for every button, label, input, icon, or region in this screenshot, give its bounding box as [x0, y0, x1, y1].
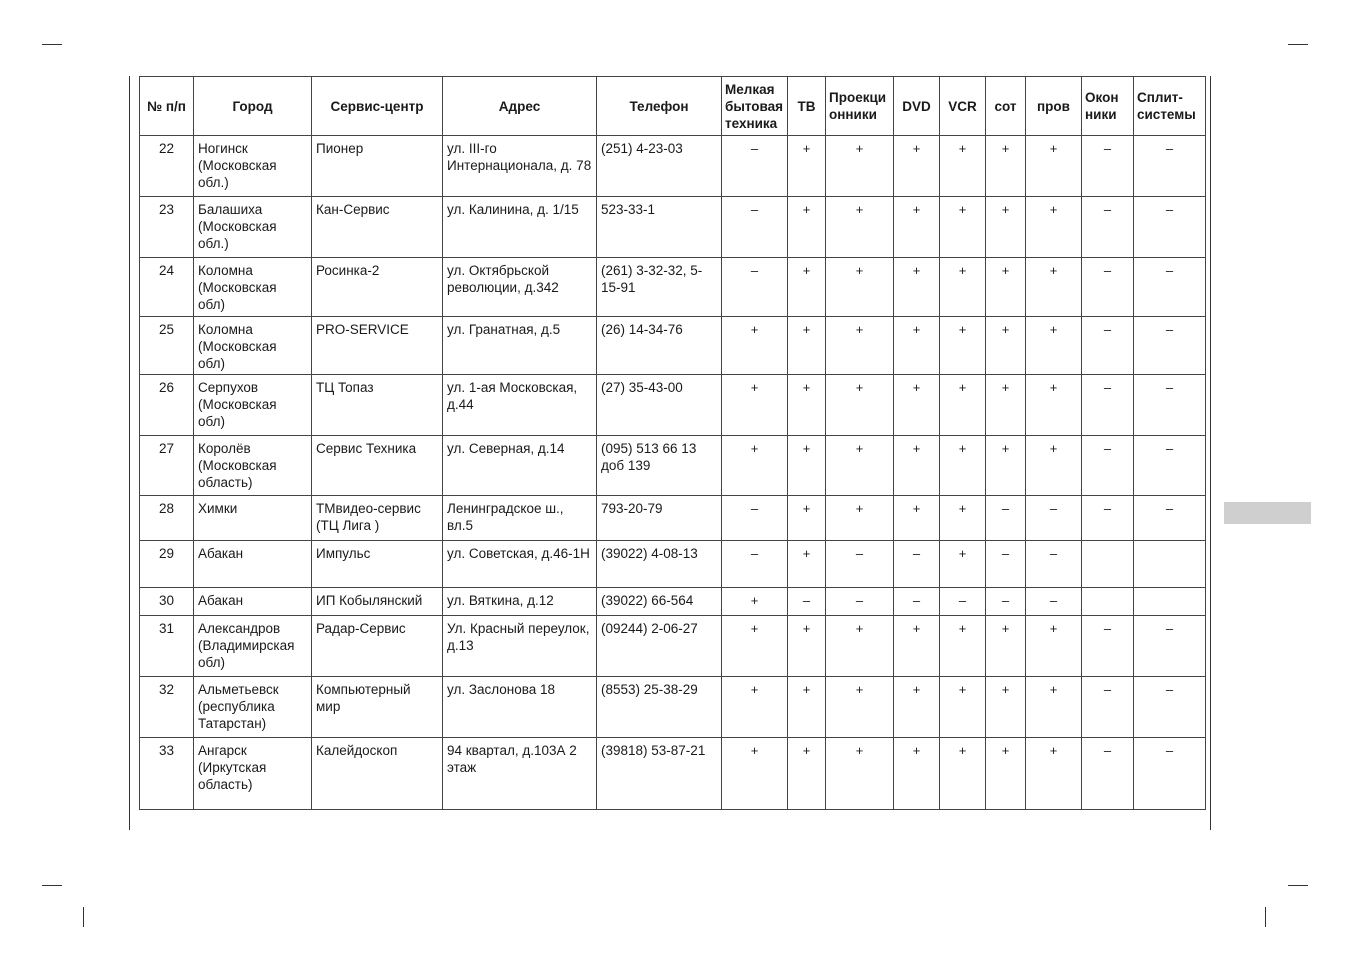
cell-mark: – [1082, 616, 1134, 677]
cell-mark: – [1134, 258, 1206, 317]
cell-address: Ул. Красный переулок, д.13 [443, 616, 597, 677]
table-row [140, 677, 1206, 738]
cell-mark: + [1026, 317, 1082, 375]
cell-mark: + [1026, 616, 1082, 677]
cell-mark: – [826, 588, 894, 616]
header-window-units: Окон ники [1082, 77, 1134, 136]
cell-num: 24 [140, 258, 194, 317]
cell-mark: – [1134, 375, 1206, 436]
cell-mark: – [1082, 136, 1134, 197]
cell-city: Химки [194, 496, 312, 541]
crop-mark [1288, 44, 1308, 45]
cell-phone: (261) 3-32-32, 5-15-91 [597, 258, 722, 317]
cell-mark: – [1082, 375, 1134, 436]
cell-mark: + [826, 677, 894, 738]
cell-address: ул. Заслонова 18 [443, 677, 597, 738]
cell-num: 22 [140, 136, 194, 197]
header-vcr: VCR [940, 77, 986, 136]
cell-mark: + [940, 258, 986, 317]
cell-mark: + [826, 496, 894, 541]
cell-mark: + [986, 677, 1026, 738]
cell-mark: + [788, 375, 826, 436]
cell-mark: – [1134, 677, 1206, 738]
cell-phone: (39022) 66-564 [597, 588, 722, 616]
cell-city: Абакан [194, 541, 312, 588]
table-body [140, 136, 1206, 810]
table-header-row [140, 77, 1206, 136]
table-row [140, 258, 1206, 317]
cell-mark: + [940, 436, 986, 496]
crop-mark [83, 907, 84, 927]
cell-mark: – [1134, 136, 1206, 197]
section-tab [1224, 502, 1311, 524]
cell-mark: + [894, 677, 940, 738]
cell-mark: – [1082, 197, 1134, 258]
cell-phone: (39818) 53-87-21 [597, 738, 722, 810]
cell-city: Ногинск (Московская обл.) [194, 136, 312, 197]
cell-num: 28 [140, 496, 194, 541]
cell-mark: + [1026, 136, 1082, 197]
cell-mark: + [722, 317, 788, 375]
page-margin-line [1210, 76, 1211, 830]
cell-mark: + [986, 258, 1026, 317]
table-row [140, 588, 1206, 616]
cell-mark: + [722, 677, 788, 738]
cell-mark: – [722, 258, 788, 317]
cell-num: 30 [140, 588, 194, 616]
cell-num: 31 [140, 616, 194, 677]
cell-mark: + [894, 738, 940, 810]
crop-mark [1288, 885, 1308, 886]
cell-service-center: Радар-Сервис [312, 616, 443, 677]
cell-mark: + [940, 136, 986, 197]
table-row [140, 136, 1206, 197]
cell-mark: – [1026, 496, 1082, 541]
header-small-appliances: Мелкая бытовая техника [722, 77, 788, 136]
cell-mark: + [894, 136, 940, 197]
table-row [140, 496, 1206, 541]
cell-phone: (251) 4-23-03 [597, 136, 722, 197]
cell-mark: + [894, 197, 940, 258]
cell-mark: + [722, 616, 788, 677]
cell-city: Альметьевск (республика Татарстан) [194, 677, 312, 738]
cell-service-center: Росинка-2 [312, 258, 443, 317]
cell-mark: + [1026, 677, 1082, 738]
cell-mark: + [722, 436, 788, 496]
cell-mark: – [1134, 317, 1206, 375]
crop-mark [42, 44, 62, 45]
cell-mark: + [826, 197, 894, 258]
cell-mark: + [1026, 258, 1082, 317]
cell-city: Абакан [194, 588, 312, 616]
cell-mark [1082, 588, 1134, 616]
cell-mark: + [788, 496, 826, 541]
header-city: Город [194, 77, 312, 136]
cell-mark: – [1082, 496, 1134, 541]
crop-mark [42, 885, 62, 886]
cell-mark: + [894, 616, 940, 677]
header-projectors: Проекци онники [826, 77, 894, 136]
cell-mark: – [986, 588, 1026, 616]
header-mobile: сот [986, 77, 1026, 136]
cell-mark [1134, 541, 1206, 588]
cell-phone: (39022) 4-08-13 [597, 541, 722, 588]
cell-num: 33 [140, 738, 194, 810]
cell-num: 32 [140, 677, 194, 738]
cell-mark: – [1026, 541, 1082, 588]
cell-phone: 793-20-79 [597, 496, 722, 541]
cell-mark: + [894, 317, 940, 375]
cell-phone: 523-33-1 [597, 197, 722, 258]
cell-phone: (26) 14-34-76 [597, 317, 722, 375]
cell-num: 26 [140, 375, 194, 436]
page-margin-line [129, 76, 130, 830]
cell-mark: – [986, 541, 1026, 588]
cell-mark: – [1082, 738, 1134, 810]
cell-num: 27 [140, 436, 194, 496]
cell-service-center: Кан-Сервис [312, 197, 443, 258]
crop-mark [1265, 907, 1266, 927]
cell-mark: – [722, 496, 788, 541]
table-row [140, 616, 1206, 677]
table-row [140, 541, 1206, 588]
header-wired: пров [1026, 77, 1082, 136]
cell-phone: (09244) 2-06-27 [597, 616, 722, 677]
cell-mark: + [826, 436, 894, 496]
header-dvd: DVD [894, 77, 940, 136]
cell-service-center: Сервис Техника [312, 436, 443, 496]
cell-mark [1134, 588, 1206, 616]
header-service-center: Сервис-центр [312, 77, 443, 136]
cell-service-center: ТМвидео-сервис (ТЦ Лига ) [312, 496, 443, 541]
cell-mark: + [722, 375, 788, 436]
cell-address: ул. Калинина, д. 1/15 [443, 197, 597, 258]
cell-mark: – [1082, 317, 1134, 375]
cell-mark: + [940, 541, 986, 588]
cell-mark: – [1082, 436, 1134, 496]
table-row [140, 375, 1206, 436]
cell-mark: + [1026, 738, 1082, 810]
cell-service-center: Калейдоскоп [312, 738, 443, 810]
cell-mark: – [894, 588, 940, 616]
cell-num: 29 [140, 541, 194, 588]
cell-mark: + [894, 375, 940, 436]
cell-phone: (095) 513 66 13 доб 139 [597, 436, 722, 496]
cell-mark: + [940, 197, 986, 258]
cell-address: ул. Северная, д.14 [443, 436, 597, 496]
cell-mark: + [722, 588, 788, 616]
cell-mark: + [940, 738, 986, 810]
cell-mark: – [1082, 677, 1134, 738]
cell-mark: + [826, 616, 894, 677]
cell-service-center: PRO-SERVICE [312, 317, 443, 375]
cell-mark: + [986, 197, 1026, 258]
cell-address: ул. Октябрьской революции, д.342 [443, 258, 597, 317]
cell-mark: + [940, 496, 986, 541]
cell-mark: – [826, 541, 894, 588]
cell-mark: + [826, 258, 894, 317]
header-tv: ТВ [788, 77, 826, 136]
cell-service-center: Компьютерный мир [312, 677, 443, 738]
cell-address: ул. Вяткина, д.12 [443, 588, 597, 616]
cell-city: Александров (Владимирская обл) [194, 616, 312, 677]
cell-mark: + [826, 136, 894, 197]
cell-mark: + [788, 541, 826, 588]
cell-mark: + [986, 136, 1026, 197]
cell-mark: – [722, 136, 788, 197]
cell-city: Балашиха (Московская обл.) [194, 197, 312, 258]
cell-service-center: ИП Кобылянский [312, 588, 443, 616]
cell-mark: + [788, 317, 826, 375]
cell-address: ул. Советская, д.46-1Н [443, 541, 597, 588]
header-address: Адрес [443, 77, 597, 136]
table-row [140, 197, 1206, 258]
cell-mark: + [940, 375, 986, 436]
cell-city: Королёв (Московская область) [194, 436, 312, 496]
cell-num: 25 [140, 317, 194, 375]
cell-mark: + [986, 738, 1026, 810]
header-split-systems: Сплит- системы [1134, 77, 1206, 136]
cell-mark: + [826, 317, 894, 375]
cell-mark: + [986, 375, 1026, 436]
table-row [140, 738, 1206, 810]
cell-mark: – [1082, 258, 1134, 317]
cell-mark: + [1026, 197, 1082, 258]
cell-mark: – [788, 588, 826, 616]
cell-mark: – [722, 541, 788, 588]
cell-mark: + [826, 375, 894, 436]
cell-mark: + [788, 258, 826, 317]
cell-city: Серпухов (Московская обл) [194, 375, 312, 436]
cell-mark: + [788, 738, 826, 810]
cell-service-center: Импульс [312, 541, 443, 588]
cell-mark: – [986, 496, 1026, 541]
cell-mark: + [940, 677, 986, 738]
cell-mark: + [894, 436, 940, 496]
cell-city: Коломна (Московская обл) [194, 317, 312, 375]
cell-mark: + [1026, 375, 1082, 436]
cell-address: 94 квартал, д.103А 2 этаж [443, 738, 597, 810]
cell-mark: + [986, 616, 1026, 677]
cell-address: ул. III-го Интернационала, д. 78 [443, 136, 597, 197]
cell-mark: + [788, 677, 826, 738]
cell-address: Ленинградское ш., вл.5 [443, 496, 597, 541]
cell-mark: – [940, 588, 986, 616]
cell-mark: – [1026, 588, 1082, 616]
cell-mark: + [788, 197, 826, 258]
cell-service-center: ТЦ Топаз [312, 375, 443, 436]
cell-mark: – [1134, 436, 1206, 496]
cell-city: Ангарск (Иркутская область) [194, 738, 312, 810]
cell-num: 23 [140, 197, 194, 258]
cell-mark: + [940, 616, 986, 677]
cell-city: Коломна (Московская обл) [194, 258, 312, 317]
table-row [140, 436, 1206, 496]
cell-phone: (8553) 25-38-29 [597, 677, 722, 738]
cell-phone: (27) 35-43-00 [597, 375, 722, 436]
cell-mark: – [1134, 197, 1206, 258]
cell-mark: + [826, 738, 894, 810]
cell-mark [1082, 541, 1134, 588]
cell-mark: + [788, 616, 826, 677]
cell-mark: – [1134, 738, 1206, 810]
cell-mark: + [940, 317, 986, 375]
cell-mark: – [894, 541, 940, 588]
cell-mark: + [894, 496, 940, 541]
cell-mark: + [788, 436, 826, 496]
cell-mark: + [788, 136, 826, 197]
cell-mark: + [986, 436, 1026, 496]
cell-mark: + [894, 258, 940, 317]
cell-mark: – [722, 197, 788, 258]
cell-mark: + [722, 738, 788, 810]
cell-mark: – [1134, 616, 1206, 677]
cell-address: ул. 1-ая Московская, д.44 [443, 375, 597, 436]
table-row [140, 317, 1206, 375]
cell-service-center: Пионер [312, 136, 443, 197]
cell-address: ул. Гранатная, д.5 [443, 317, 597, 375]
header-num: № п/п [140, 77, 194, 136]
cell-mark: + [1026, 436, 1082, 496]
service-centers-table [139, 76, 1206, 810]
cell-mark: + [986, 317, 1026, 375]
cell-mark: – [1134, 496, 1206, 541]
header-phone: Телефон [597, 77, 722, 136]
